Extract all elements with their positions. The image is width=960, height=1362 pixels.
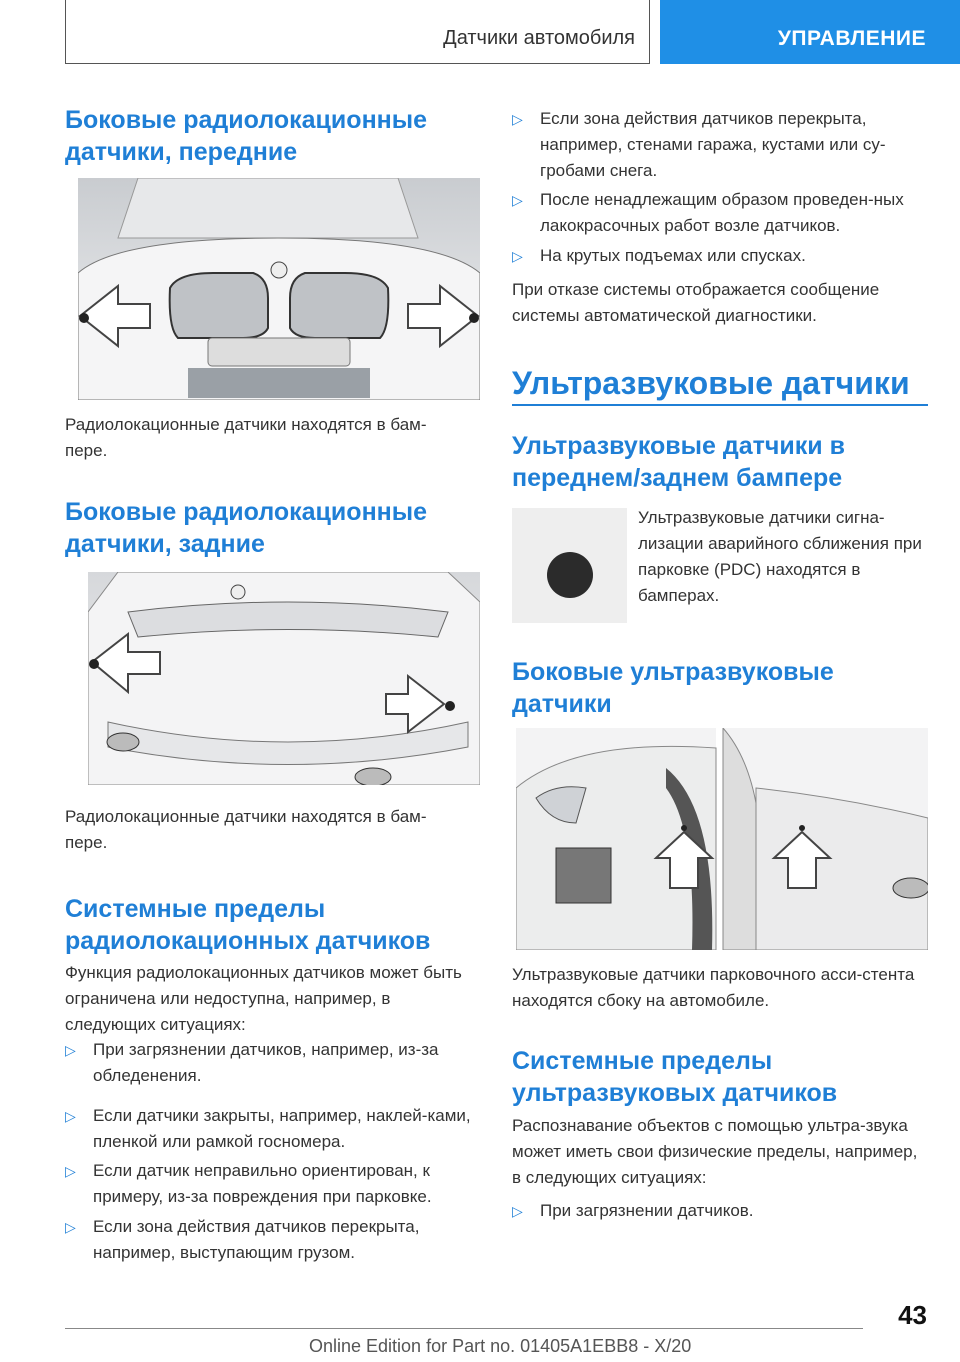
triangle-icon: ▷ [512, 192, 523, 208]
heading-bumper-sensors: Ультразвуковые датчики в переднем/заднем бампере [512, 432, 845, 492]
list-item [512, 1198, 928, 1224]
list-item-text: При загрязнении датчиков, например, из-за обледенения. [93, 1040, 439, 1085]
header-section-title: Датчики автомобиля [443, 27, 635, 49]
heading-side-ultrasonic: Боковые ультразвуковые датчики [512, 658, 834, 718]
list-item-text: После ненадлежащим образом проведен-ных лакокрасочных работ возле датчиков. [540, 190, 904, 235]
rear-bumper-figure [88, 572, 480, 785]
footer-edition: Online Edition for Part no. 01405A1EBB8 - X/20 [309, 1336, 692, 1356]
caption-side-ultrasonic: Ультразвуковые датчики парковочного асси-стента находятся сбоку на автомобиле. [512, 965, 915, 1010]
triangle-icon: ▷ [512, 1203, 523, 1219]
heading-front-radar: Боковые радиолокационные датчики, передние [65, 106, 428, 166]
side-ultrasonic-figure [516, 728, 928, 950]
triangle-icon: ▷ [65, 1042, 76, 1058]
page-number: 43 [898, 1300, 927, 1330]
paragraph-bumper-sensors: Ультразвуковые датчики сигна-лизации аварийного сближения при парковке (PDC) находятся в бамперах. [638, 508, 922, 605]
header-chapter-tab [660, 0, 960, 64]
list-item-text: Если зона действия датчиков перекрыта, например, выступающим грузом. [93, 1217, 420, 1262]
heading-ultrasonic-limits: Системные пределы ультразвуковых датчиков [512, 1047, 838, 1107]
heading-rear-radar: Боковые радиолокационные датчики, задние [65, 498, 428, 558]
list-item [512, 243, 928, 269]
paragraph-radar-limits: Функция радиолокационных датчиков может быть ограничена или недоступна, например, в следующих ситуациях: [65, 963, 462, 1034]
triangle-icon: ▷ [65, 1108, 76, 1124]
footer-divider [65, 1328, 863, 1329]
list-item [65, 1037, 480, 1089]
paragraph-fault-message: При отказе системы отображается сообщение системы автоматической диагностики. [512, 280, 880, 325]
list-item [512, 187, 928, 239]
caption-front-radar: Радиолокационные датчики находятся в бам-пере. [65, 415, 427, 460]
heading-radar-limits: Системные пределы радиолокационных датчиков [65, 895, 431, 955]
list-item [65, 1214, 480, 1266]
list-item-text: На крутых подъемах или спусках. [540, 246, 806, 265]
triangle-icon: ▷ [512, 111, 523, 127]
caption-rear-radar: Радиолокационные датчики находятся в бам-пере. [65, 807, 427, 852]
list-item-text: Если датчик неправильно ориентирован, к примеру, из-за повреждения при парковке. [93, 1161, 432, 1206]
header-section-tab [65, 0, 650, 64]
list-item-text: Если зона действия датчиков перекрыта, например, стенами гаража, кустами или су-гробами снега. [540, 109, 886, 180]
list-item-text: Если датчики закрыты, например, наклей-ками, пленкой или рамкой госномера. [93, 1106, 471, 1151]
heading-underline [512, 404, 928, 406]
list-item [65, 1103, 480, 1155]
list-item [512, 106, 928, 184]
list-item [65, 1158, 480, 1210]
triangle-icon: ▷ [65, 1219, 76, 1235]
list-item-text: При загрязнении датчиков. [540, 1201, 754, 1220]
heading-ultrasonic-sensors: Ультразвуковые датчики [512, 365, 910, 401]
paragraph-ultrasonic-limits: Распознавание объектов с помощью ультра-звука может иметь свои физические пределы, например, в следующих ситуациях: [512, 1116, 918, 1187]
front-bumper-figure [78, 178, 480, 400]
pdc-sensor-figure [512, 508, 627, 623]
triangle-icon: ▷ [512, 248, 523, 264]
header-chapter-title: УПРАВЛЕНИЕ [777, 27, 926, 50]
triangle-icon: ▷ [65, 1163, 76, 1179]
